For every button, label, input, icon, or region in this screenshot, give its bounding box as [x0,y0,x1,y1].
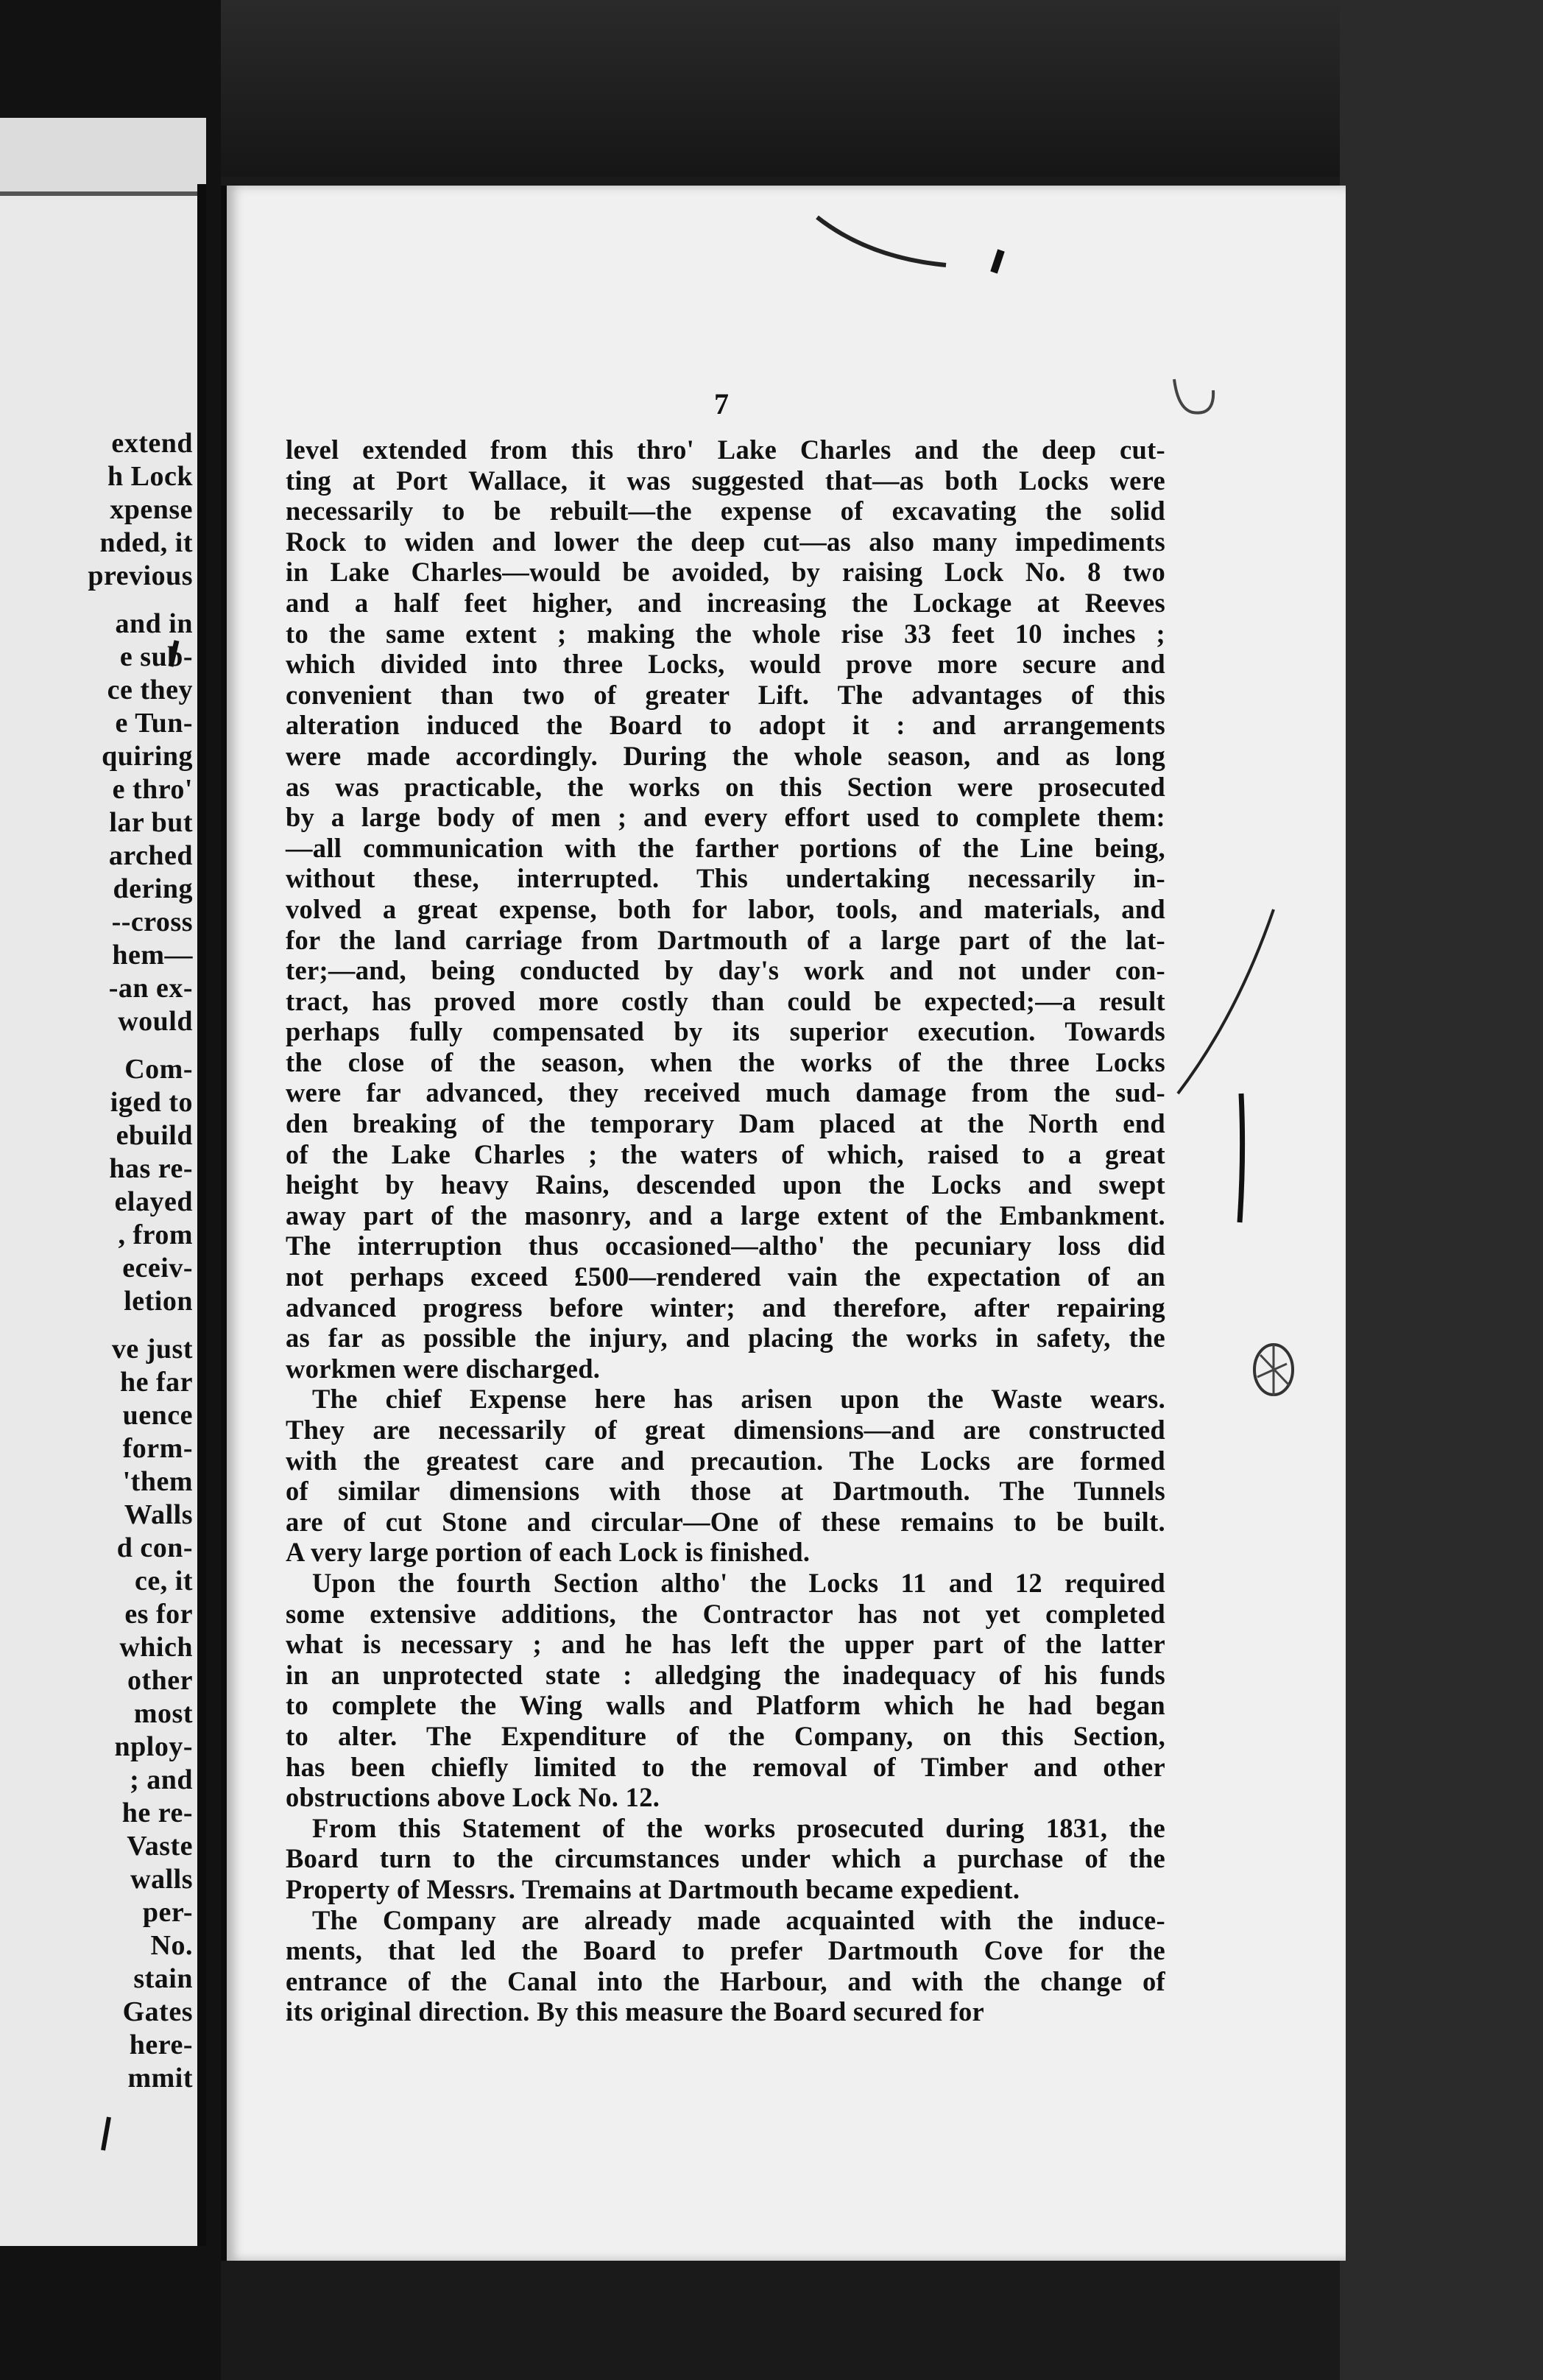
ink-blot-mark [1254,1345,1293,1396]
text-line: From this Statement of the works prosecuted during 1831, the [312,1812,1165,1843]
previous-page-line: elayed [114,1186,193,1217]
page-number: 7 [714,387,729,420]
text-line: of similar dimensions with those at Dartmouth. The Tunnels [286,1476,1165,1507]
text-line: to alter. The Expenditure of the Company, on this Section, [286,1720,1165,1751]
text-line: which divided into three Locks, would prove more secure and [286,649,1165,680]
previous-page-line: ce they [107,675,193,705]
previous-page-line: previous [88,560,193,591]
previous-page-line: Com- [124,1054,193,1085]
text-line: Rock to widen and lower the deep cut—as also many impediments [286,526,1165,557]
margin-diagonal-line [1178,909,1274,1094]
text-line: were made accordingly. During the whole season, and as long [286,740,1165,771]
previous-page-line: , from [118,1219,193,1250]
previous-page-line: Vaste [127,1831,193,1862]
text-line: perhaps fully compensated by its superior execution. Towards [286,1016,1165,1047]
previous-page-line: form- [122,1433,193,1464]
previous-page-line: lar but [109,807,193,838]
previous-page-line: Gates [122,1996,193,2027]
previous-page-line: nded, it [99,527,193,558]
previous-page-line: nploy- [114,1731,193,1762]
text-line: by a large body of men ; and every effort used to complete them: [286,802,1165,833]
previous-page-line: most [133,1698,193,1729]
text-line: what is necessary ; and he has left the upper part of the latter [286,1629,1165,1660]
text-line: level extended from this thro' Lake Charles and the deep cut- [286,434,1165,465]
text-line: A very large portion of each Lock is finished. [286,1537,811,1568]
text-line: ting at Port Wallace, it was suggested that—as both Locks were [286,465,1165,496]
text-line: of the Lake Charles ; the waters of which, raised to a great [286,1138,1165,1169]
text-line: for the land carriage from Dartmouth of a large part of the lat- [286,924,1165,955]
text-line: entrance of the Canal into the Harbour, and with the change of [286,1965,1165,1996]
margin-vertical-line [1240,1094,1243,1222]
text-line: Property of Messrs. Tremains at Dartmouth became expedient. [286,1873,1020,1904]
text-line: to complete the Wing walls and Platform which he had began [286,1690,1165,1721]
previous-page-line: dering [113,873,193,904]
text-line: are of cut Stone and circular—One of these remains to be built. [286,1506,1165,1537]
text-line: in Lake Charles—would be avoided, by raising Lock No. 8 two [286,557,1165,588]
previous-page-line: he far [119,1367,193,1398]
text-line: not perhaps exceed £500—rendered vain the expectation of an [286,1261,1165,1292]
text-line: Upon the fourth Section altho' the Locks 11 and 12 required [312,1567,1165,1598]
previous-page-line: he re- [121,1798,193,1828]
previous-page-line: here- [129,2029,193,2060]
previous-page-line: walls [130,1864,193,1895]
text-line: workmen were discharged. [286,1353,601,1384]
previous-page-line: which [119,1632,193,1663]
text-line: and a half feet higher, and increasing the Lockage at Reeves [286,587,1165,618]
text-line: necessarily to be rebuilt—the expense of excavating the solid [286,496,1165,527]
text-line: without these, interrupted. This undertaking necessarily in- [286,863,1165,894]
text-line: convenient than two of greater Lift. The advantages of this [286,679,1165,710]
previous-page-line: e thro' [112,774,193,805]
text-line: some extensive additions, the Contractor has not yet completed [286,1598,1165,1629]
previous-page-line: uence [122,1400,193,1431]
previous-page-line: Walls [124,1499,193,1530]
text-line: The chief Expense here has arisen upon the Waste wears. [312,1384,1165,1415]
text-line: as far as possible the injury, and placing the works in safety, the [286,1323,1165,1353]
previous-page-line: iged to [110,1087,193,1118]
previous-page-line: ce, it [135,1566,193,1596]
previous-page-line: xpense [110,494,193,525]
text-line: Board turn to the circumstances under which a purchase of the [286,1843,1165,1874]
text-line: The Company are already made acquainted with the induce- [312,1904,1165,1935]
previous-page-line: eceiv- [122,1253,193,1284]
text-line: —all communication with the farther portions of the Line being, [286,832,1165,863]
text-line: den breaking of the temporary Dam placed at the North end [286,1108,1165,1139]
previous-page-line: other [127,1665,193,1696]
previous-page-line: ebuild [116,1120,193,1151]
text-line: ments, that led the Board to prefer Dartmouth Cove for the [286,1935,1165,1966]
text-line: the close of the season, when the works of the three Locks [286,1046,1165,1077]
text-line: as was practicable, the works on this Section were prosecuted [286,771,1165,802]
previous-page-line: e Tun- [115,708,193,739]
text-line: its original direction. By this measure the Board secured for [286,1996,984,2027]
text-line: height by heavy Rains, descended upon the Locks and swept [286,1169,1165,1200]
previous-page-line: mmit [127,2063,193,2094]
text-line: volved a great expense, both for labor, tools, and materials, and [286,893,1165,924]
previous-page-line: d con- [116,1532,193,1563]
text-line: away part of the masonry, and a large extent of the Embankment. [286,1200,1165,1231]
previous-page-line: es for [124,1599,193,1630]
text-line: advanced progress before winter; and therefore, after repairing [286,1292,1165,1323]
previous-page-line: would [118,1006,193,1037]
text-line: has been chiefly limited to the removal of Timber and other [286,1751,1165,1782]
previous-page-line: h Lock [107,461,193,492]
previous-page-line: extend [111,428,193,459]
page-body-text [286,434,1165,2027]
previous-page-line: hem— [112,940,193,971]
previous-page-line: ve just [111,1334,193,1365]
previous-page-line: No. [150,1930,193,1961]
top-arc-mark [817,217,946,265]
previous-page-line: 'them [122,1466,193,1497]
text-line: tract, has proved more costly than could be expected;—a result [286,985,1165,1016]
previous-page-line: ; and [130,1764,193,1795]
previous-page-line: and in [115,608,193,639]
left-tick-mark [171,641,177,666]
text-line: were far advanced, they received much damage from the sud- [286,1077,1165,1108]
previous-page-line: e sub- [119,641,193,672]
text-line: alteration induced the Board to adopt it : and arrangements [286,710,1165,741]
text-line: They are necessarily of great dimensions—and are constructed [286,1415,1165,1445]
top-tick-mark [994,250,1001,272]
previous-page-line: --cross [111,906,193,937]
text-line: obstructions above Lock No. 12. [286,1782,660,1813]
text-line: ter;—and, being conducted by day's work and not under con- [286,955,1165,986]
text-line: to the same extent ; making the whole rise 33 feet 10 inches ; [286,618,1165,649]
bottom-left-tick-mark [103,2117,109,2150]
previous-page-line: quiring [102,741,193,772]
text-line: with the greatest care and precaution. The Locks are formed [286,1445,1165,1476]
corner-number-mark [1174,379,1213,413]
previous-page-line: -an ex- [108,973,193,1004]
previous-page-line: letion [124,1286,193,1317]
previous-page-line: arched [108,840,193,871]
previous-page-line: has re- [109,1153,193,1184]
text-line: in an unprotected state : alledging the inadequacy of his funds [286,1659,1165,1690]
previous-page-line: per- [142,1897,193,1928]
text-line: The interruption thus occasioned—altho' the pecuniary loss did [286,1231,1165,1261]
previous-page-line: stain [133,1963,193,1994]
